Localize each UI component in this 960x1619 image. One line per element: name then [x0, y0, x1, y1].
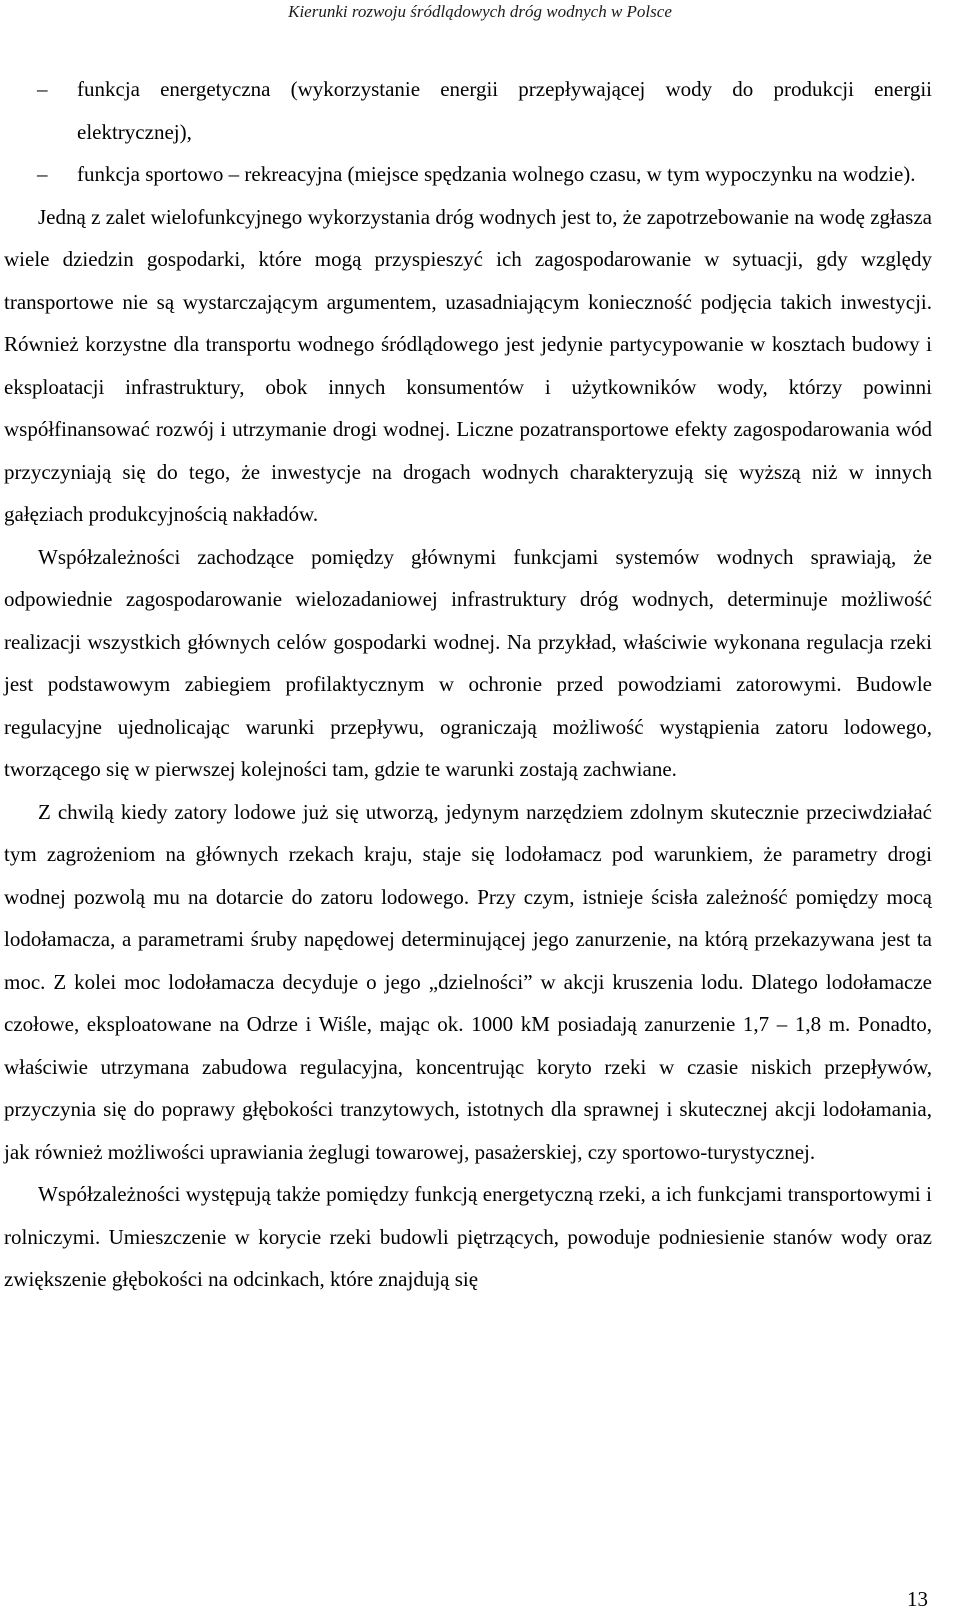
dash-bullet: – [37, 162, 48, 186]
page-body [4, 68, 932, 1301]
dash-bullet: – [37, 77, 48, 101]
list-item-text: funkcja sportowo – rekreacyjna (miejsce spędzania wolnego czasu, w tym wypoczynku na wodzie). [77, 162, 916, 186]
paragraph: Współzależności występują także pomiędzy funkcją energetyczną rzeki, a ich funkcjami transportowymi i rolniczymi. Umieszczenie w korycie rzeki budowli piętrzących, powoduje podniesienie stanów wody oraz zwiększenie głębokości na odcinkach, które znajdują się [4, 1182, 932, 1291]
list-item [4, 68, 932, 153]
paragraph: Współzależności zachodzące pomiędzy głównymi funkcjami systemów wodnych sprawiają, że odpowiednie zagospodarowanie wielozadaniowej infrastruktury dróg wodnych, determinuje możliwość realizacji wszystkich głównych celów gospodarki wodnej. Na przykład, właściwie wykonana regulacja rzeki jest podstawowym zabiegiem profilaktycznym w ochronie przed powodziami zatorowymi. Budowle regulacyjne ujednolicając warunki przepływu, ograniczają możliwość wystąpienia zatoru lodowego, tworzącego się w pierwszej kolejności tam, gdzie te warunki zostają zachwiane. [4, 544, 932, 781]
running-header: Kierunki rozwoju śródlądowych dróg wodnych w Polsce [288, 2, 672, 21]
paragraph: Z chwilą kiedy zatory lodowe już się utworzą, jedynym narzędziem zdolnym skutecznie przeciwdziałać tym zagrożeniom na głównych rzekach kraju, staje się lodołamacz pod warunkiem, że parametry drogi wodnej pozwolą mu na dotarcie do zatoru lodowego. Przy czym, istnieje ścisła zależność pomiędzy mocą lodołamacza, a parametrami śruby napędowej determinującej jego zanurzenie, na którą przekazywana jest ta moc. Z kolei moc lodołamacza decyduje o jego „dzielności” w akcji kruszenia lodu. Dlatego lodołamacze czołowe, eksploatowane na Odrze i Wiśle, mając ok. 1000 kM posiadają zanurzenie 1,7 – 1,8 m. Ponadto, właściwie utrzymana zabudowa regulacyjna, koncentrując koryto rzeki w czasie niskich przepływów, przyczynia się do poprawy głębokości tranzytowych, istotnych dla sprawnej i skutecznej akcji lodołamania, jak również możliwości uprawiania żeglugi towarowej, pasażerskiej, czy sportowo-turystycznej. [4, 799, 932, 1164]
function-list [4, 68, 932, 196]
paragraph: Jedną z zalet wielofunkcyjnego wykorzystania dróg wodnych jest to, że zapotrzebowanie na wodę zgłasza wiele dziedzin gospodarki, które mogą przyspieszyć ich zagospodarowanie w sytuacji, gdy względy transportowe nie są wystarczającym argumentem, uzasadniającym konieczność podjęcia takich inwestycji. Również korzystne dla transportu wodnego śródlądowego jest jedynie partycypowanie w kosztach budowy i eksploatacji infrastruktury, obok innych konsumentów i użytkowników wody, którzy powinni współfinansować rozwój i utrzymanie drogi wodnej. Liczne pozatransportowe efekty zagospodarowania wód przyczyniają się do tego, że inwestycje na drogach wodnych charakteryzują się wyższą niż w innych gałęziach produkcyjnością nakładów. [4, 204, 932, 526]
page-number: 13 [907, 1587, 928, 1611]
list-item-text: funkcja energetyczna (wykorzystanie energii przepływającej wody do produkcji energii elektrycznej), [77, 77, 932, 144]
list-item [4, 153, 932, 196]
